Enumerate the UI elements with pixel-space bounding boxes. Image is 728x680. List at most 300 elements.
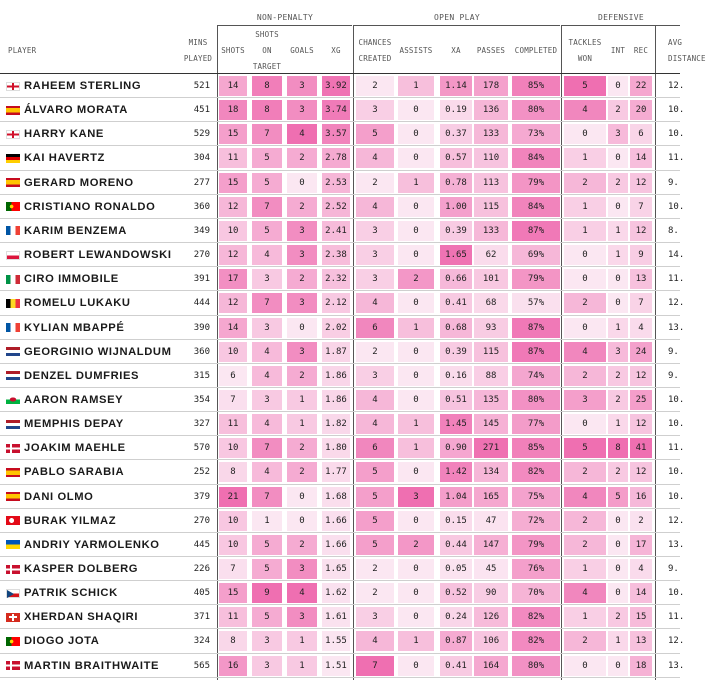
header-tackles: TACKLES WON: [568, 38, 602, 63]
cell-ast: 0: [398, 366, 434, 386]
cell-sot: 7: [252, 124, 282, 144]
cell-tackles: 5: [564, 438, 606, 458]
header-dist: AVG DISTANCE: [668, 38, 706, 63]
cell-mins: 451: [193, 105, 210, 116]
cell-ast: 0: [398, 511, 434, 531]
spain-flag-icon: [6, 106, 20, 115]
cell-dist: 8.: [668, 225, 679, 236]
cell-xg: 1.77: [322, 462, 350, 482]
cell-xg: 1.61: [322, 607, 350, 627]
cell-passes: 133: [474, 124, 508, 144]
cell-xa: 0.15: [440, 511, 472, 531]
cell-int: 0: [608, 583, 628, 603]
cell-dist: 9.: [668, 370, 679, 381]
player-name: MEMPHIS DEPAY: [24, 418, 124, 431]
cell-rec: 12: [630, 366, 652, 386]
cell-rec: 17: [630, 535, 652, 555]
cell-xa: 0.37: [440, 124, 472, 144]
player-name: MARTIN BRAITHWAITE: [24, 659, 160, 672]
player-name: PATRIK SCHICK: [24, 587, 118, 600]
cell-passes: 145: [474, 414, 508, 434]
cell-passes: 90: [474, 583, 508, 603]
cell-sot: 3: [252, 631, 282, 651]
cell-dist: 11.: [668, 443, 685, 454]
cell-mins: 390: [193, 322, 210, 333]
player-name: ANDRIY YARMOLENKO: [24, 538, 160, 551]
cell-mins: 529: [193, 129, 210, 140]
cell-rec: 12: [630, 414, 652, 434]
cell-dist: 14.: [668, 250, 685, 261]
header-cc: CHANCES CREATED: [358, 38, 392, 63]
cell-goals: 3: [287, 76, 317, 96]
cell-shots: 15: [219, 583, 247, 603]
player-name: ROBERT LEWANDOWSKI: [24, 249, 172, 262]
player-name: HARRY KANE: [24, 128, 104, 141]
cell-xg: 3.92: [322, 76, 350, 96]
player-name: CIRO IMMOBILE: [24, 273, 119, 286]
cell-shots: 21: [219, 487, 247, 507]
cell-ast: 0: [398, 656, 434, 676]
cell-rec: 4: [630, 318, 652, 338]
cell-rec: 7: [630, 293, 652, 313]
cell-completed: 77%: [512, 414, 560, 434]
cell-sot: 8: [252, 76, 282, 96]
cell-sot: 3: [252, 318, 282, 338]
denmark-flag-icon: [6, 661, 20, 670]
netherlands-flag-icon: [6, 371, 20, 380]
cell-rec: 18: [630, 656, 652, 676]
switzerland-flag-icon: [6, 613, 20, 622]
cell-xa: 0.39: [440, 221, 472, 241]
cell-sot: 5: [252, 535, 282, 555]
cell-dist: 10.: [668, 201, 685, 212]
cell-mins: 324: [193, 636, 210, 647]
england-flag-icon: [6, 130, 20, 139]
portugal-flag-icon: [6, 637, 20, 646]
cell-ast: 1: [398, 438, 434, 458]
cell-completed: 80%: [512, 100, 560, 120]
cell-shots: 11: [219, 148, 247, 168]
cell-passes: 88: [474, 366, 508, 386]
denmark-flag-icon: [6, 565, 20, 574]
cell-int: 0: [608, 269, 628, 289]
cell-goals: 3: [287, 293, 317, 313]
cell-ast: 1: [398, 318, 434, 338]
cell-xg: 1.68: [322, 487, 350, 507]
cell-xa: 1.42: [440, 462, 472, 482]
cell-passes: 106: [474, 631, 508, 651]
czech-flag-icon: [6, 589, 20, 598]
cell-goals: 2: [287, 269, 317, 289]
cell-mins: 315: [193, 370, 210, 381]
player-name: ROMELU LUKAKU: [24, 297, 131, 310]
netherlands-flag-icon: [6, 420, 20, 429]
cell-goals: 3: [287, 607, 317, 627]
cell-tackles: 1: [564, 607, 606, 627]
header-rec: REC: [633, 46, 649, 55]
cell-xg: 1.82: [322, 414, 350, 434]
cell-completed: 80%: [512, 390, 560, 410]
player-name: GEORGINIO WIJNALDUM: [24, 345, 172, 358]
cell-passes: 110: [474, 148, 508, 168]
cell-sot: 4: [252, 414, 282, 434]
spain-flag-icon: [6, 178, 20, 187]
cell-goals: 1: [287, 390, 317, 410]
cell-dist: 10.: [668, 129, 685, 140]
cell-mins: 371: [193, 612, 210, 623]
header-ast: ASSISTS: [399, 46, 433, 55]
cell-passes: 133: [474, 221, 508, 241]
cell-ast: 0: [398, 342, 434, 362]
cell-rec: 14: [630, 583, 652, 603]
cell-tackles: 4: [564, 100, 606, 120]
cell-sot: 5: [252, 607, 282, 627]
player-name: DENZEL DUMFRIES: [24, 369, 140, 382]
cell-completed: 70%: [512, 583, 560, 603]
cell-rec: 24: [630, 342, 652, 362]
cell-sot: 7: [252, 487, 282, 507]
ukraine-flag-icon: [6, 540, 20, 549]
cell-tackles: 0: [564, 318, 606, 338]
cell-sot: 3: [252, 390, 282, 410]
cell-passes: 47: [474, 511, 508, 531]
cell-mins: 391: [193, 274, 210, 285]
cell-tackles: 0: [564, 124, 606, 144]
cell-shots: 12: [219, 293, 247, 313]
cell-tackles: 5: [564, 76, 606, 96]
cell-xg: 1.65: [322, 559, 350, 579]
player-name: DANI OLMO: [24, 490, 94, 503]
cell-int: 1: [608, 221, 628, 241]
cell-xg: 1.80: [322, 438, 350, 458]
cell-sot: 5: [252, 148, 282, 168]
cell-dist: 12.: [668, 636, 685, 647]
player-name: ÁLVARO MORATA: [24, 104, 128, 117]
cell-ast: 0: [398, 583, 434, 603]
cell-int: 2: [608, 607, 628, 627]
cell-goals: 1: [287, 656, 317, 676]
cell-completed: 73%: [512, 124, 560, 144]
cell-sot: 9: [252, 583, 282, 603]
cell-tackles: 1: [564, 197, 606, 217]
cell-rec: 13: [630, 269, 652, 289]
cell-passes: 115: [474, 197, 508, 217]
cell-shots: 10: [219, 342, 247, 362]
group-open-play: OPEN PLAY: [433, 13, 481, 22]
cell-shots: 14: [219, 76, 247, 96]
cell-xg: 2.32: [322, 269, 350, 289]
cell-cc: 3: [356, 100, 394, 120]
cell-int: 0: [608, 535, 628, 555]
cell-xa: 0.66: [440, 269, 472, 289]
cell-completed: 79%: [512, 535, 560, 555]
cell-xg: 2.52: [322, 197, 350, 217]
cell-mins: 354: [193, 394, 210, 405]
cell-xa: 1.45: [440, 414, 472, 434]
cell-int: 0: [608, 656, 628, 676]
cell-ast: 0: [398, 607, 434, 627]
cell-dist: 9.: [668, 346, 679, 357]
cell-mins: 277: [193, 177, 210, 188]
cell-xa: 0.41: [440, 656, 472, 676]
cell-int: 1: [608, 631, 628, 651]
player-name: AARON RAMSEY: [24, 393, 124, 406]
cell-goals: 3: [287, 245, 317, 265]
cell-xa: 0.68: [440, 318, 472, 338]
cell-goals: 2: [287, 366, 317, 386]
cell-mins: 252: [193, 467, 210, 478]
cell-passes: 178: [474, 76, 508, 96]
cell-xg: 1.51: [322, 656, 350, 676]
cell-completed: 72%: [512, 511, 560, 531]
cell-passes: 93: [474, 318, 508, 338]
cell-sot: 7: [252, 197, 282, 217]
cell-xg: 3.74: [322, 100, 350, 120]
cell-int: 0: [608, 559, 628, 579]
cell-rec: 14: [630, 148, 652, 168]
cell-goals: 2: [287, 148, 317, 168]
cell-completed: 85%: [512, 76, 560, 96]
cell-completed: 80%: [512, 656, 560, 676]
cell-xg: 3.57: [322, 124, 350, 144]
cell-shots: 12: [219, 245, 247, 265]
group-non-penalty: NON-PENALTY: [256, 13, 314, 22]
cell-rec: 4: [630, 559, 652, 579]
turkey-flag-icon: [6, 516, 20, 525]
cell-xa: 0.51: [440, 390, 472, 410]
cell-passes: 134: [474, 462, 508, 482]
cell-dist: 12.: [668, 515, 685, 526]
cell-tackles: 2: [564, 173, 606, 193]
cell-mins: 405: [193, 588, 210, 599]
cell-passes: 113: [474, 173, 508, 193]
cell-cc: 5: [356, 487, 394, 507]
cell-rec: 13: [630, 631, 652, 651]
cell-tackles: 0: [564, 656, 606, 676]
cell-ast: 0: [398, 559, 434, 579]
cell-cc: 4: [356, 293, 394, 313]
cell-dist: 11.: [668, 153, 685, 164]
cell-goals: 0: [287, 318, 317, 338]
divider-before-avg-distance: [655, 25, 656, 680]
france-flag-icon: [6, 226, 20, 235]
cell-ast: 0: [398, 197, 434, 217]
cell-cc: 2: [356, 76, 394, 96]
cell-completed: 84%: [512, 197, 560, 217]
cell-shots: 16: [219, 656, 247, 676]
cell-int: 0: [608, 148, 628, 168]
cell-mins: 521: [193, 81, 210, 91]
cell-int: 0: [608, 76, 628, 96]
cell-ast: 0: [398, 245, 434, 265]
cell-sot: 1: [252, 511, 282, 531]
cell-tackles: 2: [564, 462, 606, 482]
england-flag-icon: [6, 82, 20, 91]
cell-dist: 11.: [668, 612, 685, 623]
cell-ast: 0: [398, 221, 434, 241]
cell-passes: 135: [474, 390, 508, 410]
cell-xa: 0.87: [440, 631, 472, 651]
cell-cc: 6: [356, 318, 394, 338]
cell-rec: 2: [630, 511, 652, 531]
cell-ast: 0: [398, 100, 434, 120]
cell-passes: 101: [474, 269, 508, 289]
cell-int: 5: [608, 487, 628, 507]
cell-passes: 136: [474, 100, 508, 120]
cell-ast: 0: [398, 124, 434, 144]
cell-shots: 15: [219, 124, 247, 144]
cell-dist: 10.: [668, 491, 685, 502]
cell-rec: 12: [630, 221, 652, 241]
cell-shots: 8: [219, 631, 247, 651]
cell-completed: 79%: [512, 269, 560, 289]
cell-cc: 7: [356, 656, 394, 676]
cell-tackles: 1: [564, 148, 606, 168]
cell-rec: 16: [630, 487, 652, 507]
cell-ast: 1: [398, 631, 434, 651]
cell-tackles: 4: [564, 487, 606, 507]
cell-shots: 18: [219, 100, 247, 120]
cell-cc: 5: [356, 511, 394, 531]
cell-xa: 0.39: [440, 342, 472, 362]
cell-cc: 4: [356, 197, 394, 217]
cell-xa: 1.65: [440, 245, 472, 265]
cell-xa: 0.90: [440, 438, 472, 458]
cell-shots: 6: [219, 366, 247, 386]
cell-passes: 126: [474, 607, 508, 627]
cell-cc: 3: [356, 269, 394, 289]
cell-tackles: 4: [564, 342, 606, 362]
cell-int: 1: [608, 318, 628, 338]
cell-shots: 10: [219, 221, 247, 241]
divider-before-defensive: [561, 25, 562, 680]
cell-xa: 0.44: [440, 535, 472, 555]
cell-tackles: 3: [564, 390, 606, 410]
cell-cc: 4: [356, 390, 394, 410]
cell-sot: 4: [252, 245, 282, 265]
cell-dist: 10.: [668, 419, 685, 430]
cell-completed: 87%: [512, 221, 560, 241]
cell-xa: 0.05: [440, 559, 472, 579]
player-name: PABLO SARABIA: [24, 466, 125, 479]
cell-xa: 0.52: [440, 583, 472, 603]
france-flag-icon: [6, 323, 20, 332]
germany-flag-icon: [6, 154, 20, 163]
cell-passes: 115: [474, 342, 508, 362]
cell-int: 2: [608, 390, 628, 410]
netherlands-flag-icon: [6, 347, 20, 356]
cell-ast: 0: [398, 148, 434, 168]
cell-xg: 1.66: [322, 535, 350, 555]
cell-tackles: 1: [564, 221, 606, 241]
cell-xg: 2.38: [322, 245, 350, 265]
cell-xg: 1.62: [322, 583, 350, 603]
cell-goals: 3: [287, 221, 317, 241]
cell-completed: 87%: [512, 342, 560, 362]
cell-dist: 9.: [668, 177, 679, 188]
cell-tackles: 2: [564, 535, 606, 555]
cell-xg: 1.86: [322, 390, 350, 410]
cell-rec: 22: [630, 76, 652, 96]
cell-rec: 12: [630, 173, 652, 193]
cell-xg: 2.53: [322, 173, 350, 193]
cell-goals: 0: [287, 511, 317, 531]
player-name: KAI HAVERTZ: [24, 152, 105, 165]
cell-xg: 1.86: [322, 366, 350, 386]
cell-mins: 360: [193, 201, 210, 212]
cell-tackles: 2: [564, 293, 606, 313]
belgium-flag-icon: [6, 299, 20, 308]
spain-flag-icon: [6, 492, 20, 501]
cell-dist: 10.: [668, 588, 685, 599]
cell-xg: 2.41: [322, 221, 350, 241]
cell-goals: 1: [287, 631, 317, 651]
cell-mins: 570: [193, 443, 210, 454]
group-defensive: DEFENSIVE: [597, 13, 645, 22]
cell-sot: 5: [252, 173, 282, 193]
cell-sot: 5: [252, 559, 282, 579]
wales-flag-icon: [6, 395, 20, 404]
cell-cc: 3: [356, 245, 394, 265]
cell-dist: 13.: [668, 539, 685, 550]
cell-ast: 2: [398, 535, 434, 555]
header-goals: GOALS: [290, 46, 314, 55]
cell-ast: 2: [398, 269, 434, 289]
cell-cc: 4: [356, 148, 394, 168]
cell-goals: 2: [287, 438, 317, 458]
cell-ast: 3: [398, 487, 434, 507]
cell-goals: 0: [287, 173, 317, 193]
cell-rec: 25: [630, 390, 652, 410]
cell-ast: 0: [398, 462, 434, 482]
cell-dist: 13.: [668, 660, 685, 671]
cell-xa: 1.00: [440, 197, 472, 217]
cell-int: 2: [608, 173, 628, 193]
cell-sot: 5: [252, 221, 282, 241]
cell-dist: 10.: [668, 105, 685, 116]
cell-dist: 11.: [668, 274, 685, 285]
poland-flag-icon: [6, 251, 20, 260]
cell-tackles: 0: [564, 245, 606, 265]
divider-before-open-play: [353, 25, 354, 680]
player-name: KYLIAN MBAPPÉ: [24, 321, 125, 334]
cell-xg: 1.55: [322, 631, 350, 651]
cell-completed: 75%: [512, 487, 560, 507]
cell-xa: 0.16: [440, 366, 472, 386]
cell-int: 2: [608, 462, 628, 482]
cell-rec: 6: [630, 124, 652, 144]
cell-cc: 4: [356, 631, 394, 651]
cell-mins: 349: [193, 225, 210, 236]
cell-tackles: 2: [564, 511, 606, 531]
cell-rec: 41: [630, 438, 652, 458]
cell-mins: 304: [193, 153, 210, 164]
cell-rec: 9: [630, 245, 652, 265]
cell-mins: 565: [193, 660, 210, 671]
cell-rec: 12: [630, 462, 652, 482]
cell-ast: 0: [398, 390, 434, 410]
cell-goals: 2: [287, 462, 317, 482]
cell-rec: 20: [630, 100, 652, 120]
cell-tackles: 0: [564, 414, 606, 434]
cell-sot: 7: [252, 438, 282, 458]
cell-cc: 4: [356, 414, 394, 434]
cell-completed: 74%: [512, 366, 560, 386]
cell-cc: 2: [356, 173, 394, 193]
cell-ast: 1: [398, 76, 434, 96]
cell-shots: 8: [219, 462, 247, 482]
cell-int: 0: [608, 293, 628, 313]
